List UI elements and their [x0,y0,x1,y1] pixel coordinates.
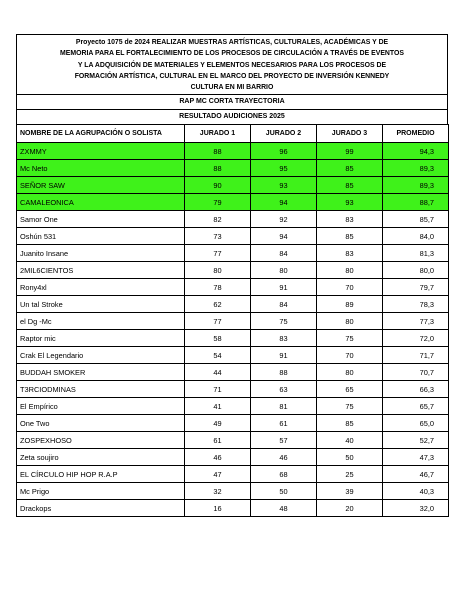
cell-name: Mc Prigo [17,483,185,500]
cell-jurado-2: 84 [251,296,317,313]
cell-jurado-3: 70 [317,279,383,296]
cell-jurado-3: 70 [317,347,383,364]
cell-promedio: 81,3 [383,245,449,262]
cell-name: el Dg -Mc [17,313,185,330]
cell-jurado-3: 80 [317,313,383,330]
table-row [17,364,449,381]
table-row [17,245,449,262]
cell-jurado-3: 80 [317,262,383,279]
cell-jurado-2: 48 [251,500,317,517]
table-row [17,177,449,194]
cell-jurado-2: 94 [251,194,317,211]
cell-promedio: 89,3 [383,177,449,194]
table-row [17,432,449,449]
cell-jurado-3: 40 [317,432,383,449]
cell-jurado-3: 85 [317,177,383,194]
cell-jurado-1: 46 [185,449,251,466]
cell-jurado-1: 88 [185,143,251,160]
project-title [16,34,448,94]
table-row [17,296,449,313]
cell-jurado-2: 84 [251,245,317,262]
table-row [17,279,449,296]
cell-jurado-3: 93 [317,194,383,211]
cell-promedio: 52,7 [383,432,449,449]
cell-jurado-2: 95 [251,160,317,177]
cell-jurado-3: 83 [317,245,383,262]
cell-name: One Two [17,415,185,432]
cell-promedio: 70,7 [383,364,449,381]
cell-jurado-1: 16 [185,500,251,517]
cell-jurado-2: 80 [251,262,317,279]
table-row [17,262,449,279]
cell-name: T3RCIODMINAS [17,381,185,398]
cell-jurado-3: 75 [317,398,383,415]
cell-jurado-3: 75 [317,330,383,347]
cell-promedio: 65,0 [383,415,449,432]
cell-name: Samor One [17,211,185,228]
cell-promedio: 85,7 [383,211,449,228]
cell-promedio: 66,3 [383,381,449,398]
title-line: FORMACIÓN ARTÍSTICA, CULTURAL EN EL MARCO DEL PROYECTO DE INVERSIÓN KENNEDY [74,72,390,80]
table-row [17,313,449,330]
header-jurado-1: JURADO 1 [185,125,251,143]
cell-name: Mc Neto [17,160,185,177]
cell-jurado-2: 83 [251,330,317,347]
cell-promedio: 32,0 [383,500,449,517]
header-name: NOMBRE DE LA AGRUPACIÓN O SOLISTA [17,125,185,143]
table-row [17,398,449,415]
cell-name: SEÑOR SAW [17,177,185,194]
results-table [16,124,449,517]
cell-name: 2MIL6CIENTOS [17,262,185,279]
cell-name: Zeta soujiro [17,449,185,466]
cell-jurado-2: 93 [251,177,317,194]
cell-name: EL CÍRCULO HIP HOP R.A.P [17,466,185,483]
cell-promedio: 88,7 [383,194,449,211]
cell-name: Juanito Insane [17,245,185,262]
category-title: RAP MC CORTA TRAYECTORIA [16,94,448,109]
results-sheet [16,34,448,517]
table-header-row [17,125,449,143]
cell-jurado-1: 54 [185,347,251,364]
table-row [17,449,449,466]
cell-jurado-1: 41 [185,398,251,415]
cell-jurado-1: 44 [185,364,251,381]
cell-jurado-1: 73 [185,228,251,245]
table-row [17,160,449,177]
cell-jurado-2: 57 [251,432,317,449]
cell-jurado-1: 78 [185,279,251,296]
cell-jurado-1: 47 [185,466,251,483]
table-row [17,143,449,160]
cell-promedio: 40,3 [383,483,449,500]
header-jurado-3: JURADO 3 [317,125,383,143]
cell-jurado-3: 83 [317,211,383,228]
cell-jurado-3: 85 [317,228,383,245]
table-row [17,330,449,347]
cell-jurado-1: 77 [185,245,251,262]
cell-promedio: 94,3 [383,143,449,160]
cell-jurado-3: 89 [317,296,383,313]
cell-jurado-2: 61 [251,415,317,432]
result-title: RESULTADO AUDICIONES 2025 [16,109,448,124]
cell-jurado-3: 80 [317,364,383,381]
cell-jurado-3: 85 [317,160,383,177]
cell-jurado-2: 88 [251,364,317,381]
cell-name: CAMALEONICA [17,194,185,211]
cell-jurado-1: 88 [185,160,251,177]
cell-jurado-1: 77 [185,313,251,330]
cell-jurado-3: 65 [317,381,383,398]
cell-jurado-2: 91 [251,279,317,296]
cell-jurado-2: 92 [251,211,317,228]
cell-jurado-1: 61 [185,432,251,449]
cell-promedio: 80,0 [383,262,449,279]
cell-jurado-1: 80 [185,262,251,279]
cell-jurado-2: 50 [251,483,317,500]
cell-name: Crak El Legendario [17,347,185,364]
cell-name: Drackops [17,500,185,517]
cell-promedio: 71,7 [383,347,449,364]
cell-name: ZXMMY [17,143,185,160]
cell-jurado-1: 82 [185,211,251,228]
cell-promedio: 65,7 [383,398,449,415]
cell-jurado-3: 99 [317,143,383,160]
cell-promedio: 79,7 [383,279,449,296]
header-promedio: PROMEDIO [383,125,449,143]
cell-promedio: 72,0 [383,330,449,347]
cell-promedio: 89,3 [383,160,449,177]
cell-jurado-1: 58 [185,330,251,347]
table-row [17,381,449,398]
cell-jurado-2: 68 [251,466,317,483]
cell-promedio: 77,3 [383,313,449,330]
cell-jurado-2: 75 [251,313,317,330]
cell-jurado-1: 79 [185,194,251,211]
cell-name: Oshún 531 [17,228,185,245]
title-line: Proyecto 1075 de 2024 REALIZAR MUESTRAS ARTÍSTICAS, CULTURALES, ACADÉMICAS Y DE [75,39,389,46]
title-line: CULTURA EN MI BARRIO [190,84,274,92]
table-row [17,194,449,211]
cell-promedio: 47,3 [383,449,449,466]
cell-jurado-1: 49 [185,415,251,432]
cell-name: BUDDAH SMOKER [17,364,185,381]
table-row [17,483,449,500]
cell-jurado-2: 63 [251,381,317,398]
cell-name: Un tal Stroke [17,296,185,313]
cell-name: Raptor mic [17,330,185,347]
title-line: MEMORIA PARA EL FORTALECIMIENTO DE LOS PROCESOS DE CIRCULACIÓN A TRAVÉS DE EVENTOS [60,50,404,58]
table-row [17,415,449,432]
cell-jurado-2: 94 [251,228,317,245]
cell-jurado-1: 71 [185,381,251,398]
cell-jurado-2: 96 [251,143,317,160]
cell-jurado-3: 39 [317,483,383,500]
table-row [17,228,449,245]
cell-promedio: 78,3 [383,296,449,313]
title-line: Y LA ADQUISICIÓN DE MATERIALES Y ELEMENTOS NECESARIOS PARA LOS PROCESOS DE [77,61,387,69]
table-row [17,466,449,483]
cell-name: El Empírico [17,398,185,415]
table-row [17,347,449,364]
cell-jurado-2: 91 [251,347,317,364]
table-row [17,500,449,517]
cell-jurado-2: 46 [251,449,317,466]
cell-name: ZOSPEXHOSO [17,432,185,449]
header-jurado-2: JURADO 2 [251,125,317,143]
table-row [17,211,449,228]
cell-jurado-3: 85 [317,415,383,432]
cell-jurado-1: 32 [185,483,251,500]
cell-jurado-3: 50 [317,449,383,466]
cell-jurado-1: 62 [185,296,251,313]
cell-promedio: 84,0 [383,228,449,245]
cell-jurado-2: 81 [251,398,317,415]
cell-jurado-1: 90 [185,177,251,194]
cell-promedio: 46,7 [383,466,449,483]
cell-jurado-3: 20 [317,500,383,517]
cell-jurado-3: 25 [317,466,383,483]
cell-name: Rony4xl [17,279,185,296]
